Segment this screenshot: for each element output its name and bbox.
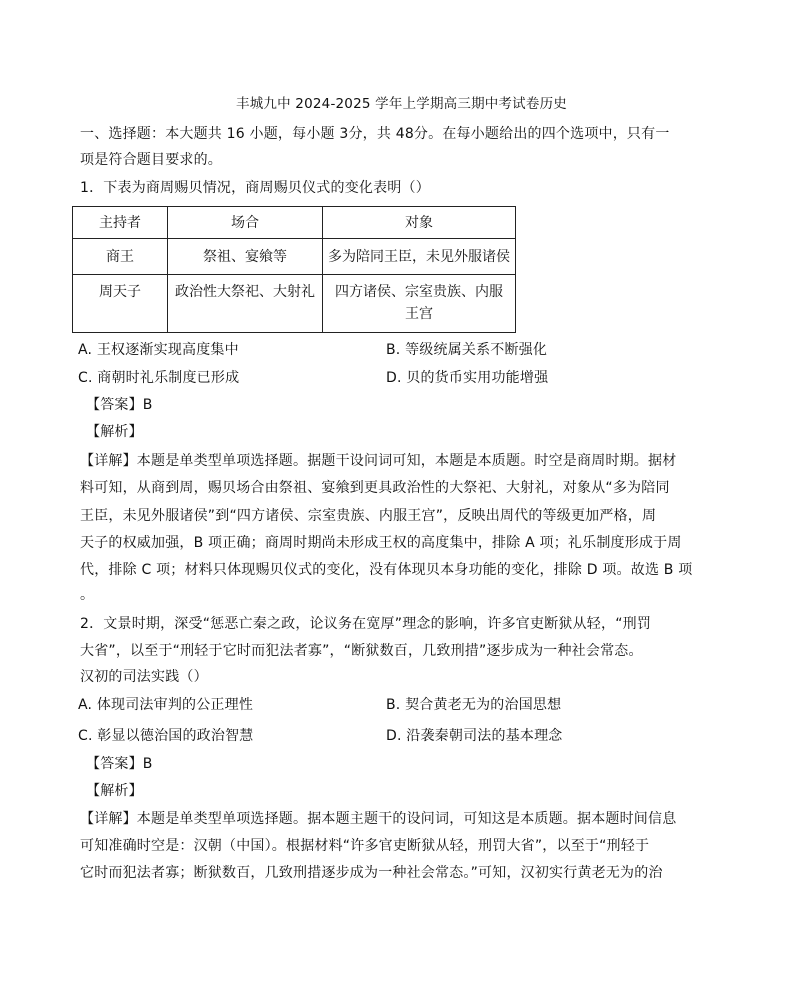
q2-option-b: B. 契合黄老无为的治国思想 (386, 697, 562, 713)
question-2-stem-line: 汉初的司法实践（） (80, 669, 208, 685)
section-heading-line-1: 一、选择题：本大题共 16 小题，每小题 3分，共 48分。在每小题给出的四个选项中，只有一 (80, 126, 670, 142)
table-header-cell: 场合 (168, 207, 323, 239)
q1-option-a: A. 王权逐渐实现高度集中 (78, 342, 239, 358)
q1-answer: 【答案】B (86, 397, 153, 413)
table-cell: 祭祖、宴飨等 (168, 239, 323, 275)
q2-detail-line: 【详解】本题是单类型单项选择题。据本题主题干的设问词，可知这是本质题。据本题时间信息 (80, 811, 677, 827)
q1-option-c: C. 商朝时礼乐制度已形成 (78, 370, 240, 386)
q1-option-b: B. 等级统属关系不断强化 (386, 342, 548, 358)
q2-option-c: C. 彰显以德治国的政治智慧 (78, 728, 254, 744)
q2-option-d: D. 沿袭秦朝司法的基本理念 (386, 728, 563, 744)
q2-analysis-label: 【解析】 (86, 783, 143, 799)
q2-detail-line: 可知准确时空是：汉朝（中国）。根据材料“许多官吏断狱从轻，刑罚大省”，以至于“刑轻于 (80, 838, 650, 854)
q1-detail-line: 天子的权威加强，B 项正确；商周时期尚未形成王权的高度集中，排除 A 项；礼乐制度形成于周 (80, 535, 682, 551)
table-cell: 商王 (73, 239, 168, 275)
section-heading-line-2: 项是符合题目要求的。 (80, 152, 222, 168)
q1-option-d: D. 贝的货币实用功能增强 (386, 370, 549, 386)
table-row (73, 239, 516, 275)
table-cell: 四方诸侯、宗室贵族、内服王宫 (323, 275, 516, 333)
question-2-stem-line: 2．文景时期，深受“惩恶亡秦之政，论议务在宽厚”理念的影响，许多官吏断狱从轻，“刑罚 (80, 616, 652, 632)
table-cell: 多为陪同王臣，未见外服诸侯 (323, 239, 516, 275)
question-1-table (72, 206, 516, 333)
table-header-cell: 主持者 (73, 207, 168, 239)
table-cell: 周天子 (73, 275, 168, 333)
exam-title: 丰城九中 2024-2025 学年上学期高三期中考试卷历史 (236, 96, 567, 112)
q2-answer: 【答案】B (86, 756, 153, 772)
q1-analysis-label: 【解析】 (86, 424, 143, 440)
question-1-stem: 1．下表为商周赐贝情况，商周赐贝仪式的变化表明（） (80, 180, 430, 196)
q1-detail-line: 。 (80, 587, 95, 603)
q1-detail-line: 料可知，从商到周，赐贝场合由祭祖、宴飨到更具政治性的大祭祀、大射礼，对象从“多为陪同 (80, 480, 670, 496)
table-row (73, 275, 516, 333)
question-2-stem-line: 大省”，以至于“刑轻于它时而犯法者寡”，“断狱数百，几致刑措”逐步成为一种社会常态。 (80, 643, 643, 659)
q2-detail-line: 它时而犯法者寡；断狱数百，几致刑措逐步成为一种社会常态。”可知，汉初实行黄老无为的治 (80, 865, 663, 881)
table-header-cell: 对象 (323, 207, 516, 239)
q1-detail-line: 代，排除 C 项；材料只体现赐贝仪式的变化，没有体现贝本身功能的变化，排除 D 项。故选 B 项 (80, 562, 693, 578)
table-cell: 政治性大祭祀、大射礼 (168, 275, 323, 333)
q2-option-a: A. 体现司法审判的公正理性 (78, 697, 254, 713)
q1-detail-line: 【详解】本题是单类型单项选择题。据题干设问词可知，本题是本质题。时空是商周时期。据材 (80, 453, 677, 469)
q1-detail-line: 王臣，未见外服诸侯”到“四方诸侯、宗室贵族、内服王宫”，反映出周代的等级更加严格，周 (80, 508, 657, 524)
